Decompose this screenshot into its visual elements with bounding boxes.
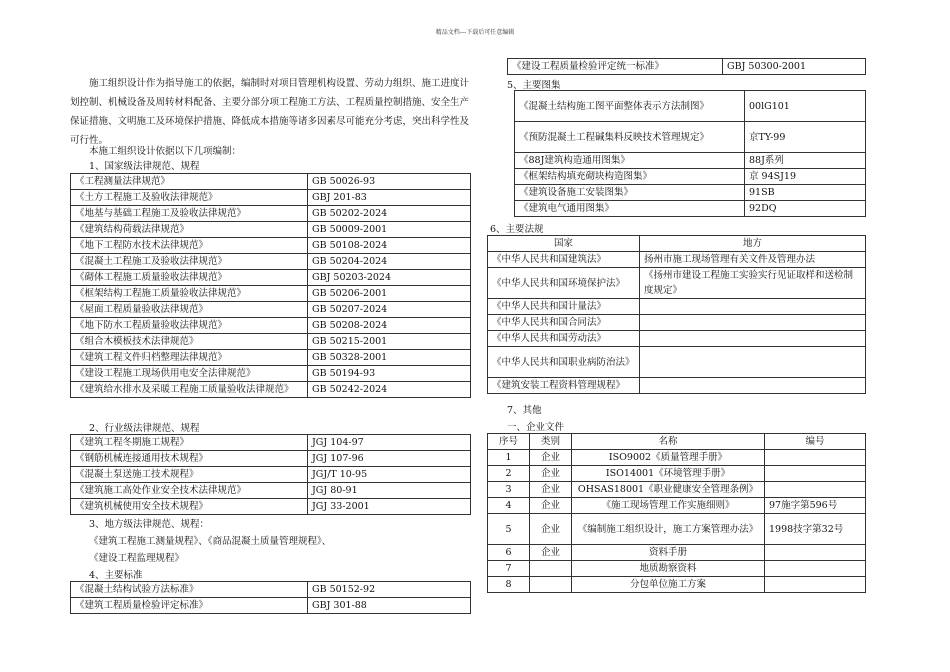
table-header-cell: 编号 <box>765 434 866 450</box>
table-cell: 《中华人民共和国建筑法》 <box>488 252 640 268</box>
table-cell: GB 50009-2001 <box>308 222 471 238</box>
table-header-cell: 国家 <box>488 236 640 252</box>
local-rules-line-2: 《建设工程监理规程》 <box>89 553 185 564</box>
table-cell: 《土方工程施工及验收法律规范》 <box>71 190 308 206</box>
table-row <box>515 91 866 122</box>
table-row <box>488 347 866 378</box>
table-row <box>488 378 866 394</box>
table-cell <box>765 577 866 593</box>
table-row <box>488 466 866 482</box>
enterprise-files-subtitle: 一、企业文件 <box>507 422 565 433</box>
table-cell: 《混凝土泵送施工技术规程》 <box>71 467 308 483</box>
table-cell: 97施字第596号 <box>765 498 866 514</box>
table-cell: 《88J建筑构造通用图集》 <box>515 153 745 169</box>
table-cell: 《工程测量法律规范》 <box>71 174 308 190</box>
table-cell: GB 50242-2024 <box>308 382 471 398</box>
table-cell: 91SB <box>745 185 866 201</box>
table-header-cell: 序号 <box>488 434 530 450</box>
table-cell: GB 50328-2001 <box>308 350 471 366</box>
table-cell: 《建筑电气通用图集》 <box>515 201 745 217</box>
table-cell: 00lG101 <box>745 91 866 122</box>
table-cell: 6 <box>488 545 530 561</box>
table-cell: 《框架结构工程施工质量验收法律规范》 <box>71 286 308 302</box>
table-cell: 企业 <box>530 545 572 561</box>
industry-standards-table <box>70 434 471 515</box>
table-cell: GB 50206-2001 <box>308 286 471 302</box>
table-cell <box>640 299 866 315</box>
section-5-title: 5、主要图集 <box>507 80 561 91</box>
table-row <box>71 350 471 366</box>
table-header-row <box>488 236 866 252</box>
table-row <box>515 169 866 185</box>
table-cell: 8 <box>488 577 530 593</box>
table-cell: 《中华人民共和国环境保护法》 <box>488 268 640 299</box>
national-standards-table <box>70 173 471 398</box>
table-row <box>71 238 471 254</box>
table-cell: 《建筑安装工程资料管理规程》 <box>488 378 640 394</box>
table-row <box>488 482 866 498</box>
table-cell: GBJ 50300-2001 <box>723 59 866 75</box>
table-row <box>71 483 471 499</box>
table-cell: 扬州市施工现场管理有关文件及管理办法 <box>640 252 866 268</box>
atlas-table <box>514 90 866 217</box>
table-cell <box>530 561 572 577</box>
table-cell: GB 50208-2024 <box>308 318 471 334</box>
table-row <box>488 331 866 347</box>
table-cell: 《混凝土工程施工及验收法律规范》 <box>71 254 308 270</box>
table-row <box>515 185 866 201</box>
table-cell: 《屋面工程质量验收法律规范》 <box>71 302 308 318</box>
table-cell: 《中华人民共和国合同法》 <box>488 315 640 331</box>
table-cell <box>530 577 572 593</box>
table-cell: 企业 <box>530 482 572 498</box>
table-row <box>71 499 471 515</box>
table-row <box>71 334 471 350</box>
table-cell: 《框架结构填充砌块构造图集》 <box>515 169 745 185</box>
table-row <box>71 467 471 483</box>
table-cell: GBJ 50203-2024 <box>308 270 471 286</box>
section-2-title: 2、行业级法律规范、规程 <box>89 423 200 434</box>
table-row <box>71 206 471 222</box>
table-cell: 企业 <box>530 498 572 514</box>
table-row <box>71 582 471 598</box>
table-cell: ISO9002《质量管理手册》 <box>572 450 765 466</box>
table-cell: 《建筑施工高处作业安全技术法律规范》 <box>71 483 308 499</box>
table-cell: ISO14001《环境管理手册》 <box>572 466 765 482</box>
table-cell: 《混凝土结构试验方法标准》 <box>71 582 308 598</box>
table-cell: 88J系列 <box>745 153 866 169</box>
table-row <box>515 122 866 153</box>
table-cell: 《建筑机械使用安全技术规程》 <box>71 499 308 515</box>
table-row <box>508 59 866 75</box>
table-cell: 《建筑工程冬期施工规程》 <box>71 435 308 451</box>
table-cell: JGJ 107-96 <box>308 451 471 467</box>
table-cell <box>640 315 866 331</box>
table-row <box>488 498 866 514</box>
table-row <box>488 252 866 268</box>
table-row <box>488 545 866 561</box>
table-cell: 92DQ <box>745 201 866 217</box>
table-cell: 《地下工程防水技术法律规范》 <box>71 238 308 254</box>
local-rules-line-1: 《建筑工程施工测量规程》、《商品混凝土质量管理规程》、 <box>89 536 332 547</box>
table-cell: GB 50215-2001 <box>308 334 471 350</box>
table-row <box>71 190 471 206</box>
table-header-cell: 地方 <box>640 236 866 252</box>
table-cell: JGJ/T 10-95 <box>308 467 471 483</box>
table-cell: 《建设工程施工现场供用电安全法律规范》 <box>71 366 308 382</box>
table-cell: JGJ 104-97 <box>308 435 471 451</box>
table-row <box>488 450 866 466</box>
table-row <box>71 174 471 190</box>
page-header: 精品文档---下载后可任意编辑 <box>435 29 515 36</box>
table-header-row <box>488 434 866 450</box>
table-row <box>488 268 866 299</box>
intro-paragraph: 施工组织设计作为指导施工的依据，编制时对项目管理机构设置、劳动力组织、施工进度计划控制、机械设备及周转材料配备、主要分部分项工程施工方法、工程质量控制措施、安全生产保证措施、文明施工及环境保护措施、降低成本措施等诸多因素尽可能充分考虑，突出科学性及可行性。 <box>70 78 470 146</box>
table-cell: 5 <box>488 514 530 545</box>
table-row <box>71 286 471 302</box>
table-cell: 《建筑工程质量检验评定标准》 <box>71 598 308 614</box>
table-cell: GB 50026-93 <box>308 174 471 190</box>
section-7-title: 7、其他 <box>507 405 542 416</box>
table-row <box>488 514 866 545</box>
table-cell: 《砌体工程施工质量验收法律规范》 <box>71 270 308 286</box>
table-cell: GB 50108-2024 <box>308 238 471 254</box>
table-cell: 《中华人民共和国职业病防治法》 <box>488 347 640 378</box>
table-cell: GBJ 201-83 <box>308 190 471 206</box>
table-cell: 分包单位施工方案 <box>572 577 765 593</box>
table-cell <box>765 466 866 482</box>
table-cell: 《组合木模板技术法律规范》 <box>71 334 308 350</box>
table-cell <box>765 545 866 561</box>
table-cell: 地质勘察资料 <box>572 561 765 577</box>
table-cell: 《施工现场管理工作实施细则》 <box>572 498 765 514</box>
table-cell: 企业 <box>530 466 572 482</box>
table-row <box>488 561 866 577</box>
table-cell <box>640 347 866 378</box>
table-cell: 企业 <box>530 514 572 545</box>
table-cell: 7 <box>488 561 530 577</box>
table-row <box>515 153 866 169</box>
table-cell: 1998技字第32号 <box>765 514 866 545</box>
table-cell: 《混凝土结构施工图平面整体表示方法制图》 <box>515 91 745 122</box>
table-cell: 2 <box>488 466 530 482</box>
table-cell: 京TY-99 <box>745 122 866 153</box>
table-row <box>71 318 471 334</box>
section-6-title: 6、主要法规 <box>490 224 544 235</box>
enterprise-files-table <box>487 433 866 593</box>
table-header-cell: 名称 <box>572 434 765 450</box>
table-cell: JGJ 80-91 <box>308 483 471 499</box>
table-cell: JGJ 33-2001 <box>308 499 471 515</box>
table-cell: 4 <box>488 498 530 514</box>
table-cell: 《建筑给水排水及采暖工程施工质量验收法律规范》 <box>71 382 308 398</box>
table-cell: 《地下防水工程质量验收法律规范》 <box>71 318 308 334</box>
table-row <box>71 254 471 270</box>
section-1-title: 1、国家级法律规范、规程 <box>89 161 200 172</box>
table-row <box>515 201 866 217</box>
table-row <box>71 222 471 238</box>
table-cell: 《编制施工组织设计，施工方案管理办法》 <box>572 514 765 545</box>
table-row <box>488 315 866 331</box>
table-cell: 企业 <box>530 450 572 466</box>
table-cell: GBJ 301-88 <box>308 598 471 614</box>
table-cell: 3 <box>488 482 530 498</box>
table-cell: GB 50207-2024 <box>308 302 471 318</box>
table-row <box>488 299 866 315</box>
table-cell: GB 50152-92 <box>308 582 471 598</box>
table-cell: 《中华人民共和国计量法》 <box>488 299 640 315</box>
table-cell: 《钢筋机械连接通用技术规程》 <box>71 451 308 467</box>
table-row <box>71 382 471 398</box>
table-row <box>71 451 471 467</box>
main-standards-table <box>70 581 471 614</box>
table-row <box>71 270 471 286</box>
table-cell <box>640 331 866 347</box>
table-cell <box>765 561 866 577</box>
table-cell: 《建筑结构荷载法律规范》 <box>71 222 308 238</box>
table-row <box>71 598 471 614</box>
main-standards-table-continued <box>507 58 866 75</box>
table-cell: 《建筑工程文件归档整理法律规范》 <box>71 350 308 366</box>
table-cell: 《预防混凝土工程碱集料反映技术管理规定》 <box>515 122 745 153</box>
table-cell: 1 <box>488 450 530 466</box>
section-4-title: 4、主要标准 <box>89 570 143 581</box>
table-row <box>71 435 471 451</box>
table-cell <box>640 378 866 394</box>
table-cell: 《建筑设备施工安装图集》 <box>515 185 745 201</box>
table-cell: 京 94SJ19 <box>745 169 866 185</box>
section-3-title: 3、地方级法律规范、规程： <box>89 519 210 530</box>
table-cell: GB 50202-2024 <box>308 206 471 222</box>
basis-line: 本施工组织设计依据以下几项编制： <box>89 146 242 157</box>
table-cell: OHSAS18001《职业健康安全管理条例》 <box>572 482 765 498</box>
table-cell: 《中华人民共和国劳动法》 <box>488 331 640 347</box>
table-row <box>488 577 866 593</box>
table-cell <box>765 482 866 498</box>
regulations-table <box>487 235 866 394</box>
table-row <box>71 366 471 382</box>
table-cell: 《扬州市建设工程施工实验实行见证取样和送检制度规定》 <box>640 268 866 299</box>
table-cell: GB 50204-2024 <box>308 254 471 270</box>
table-row <box>71 302 471 318</box>
table-cell <box>765 450 866 466</box>
table-header-cell: 类别 <box>530 434 572 450</box>
table-cell: 资料手册 <box>572 545 765 561</box>
table-cell: 《建设工程质量检验评定统一标准》 <box>508 59 723 75</box>
table-cell: 《地基与基础工程施工及验收法律规范》 <box>71 206 308 222</box>
table-cell: GB 50194-93 <box>308 366 471 382</box>
